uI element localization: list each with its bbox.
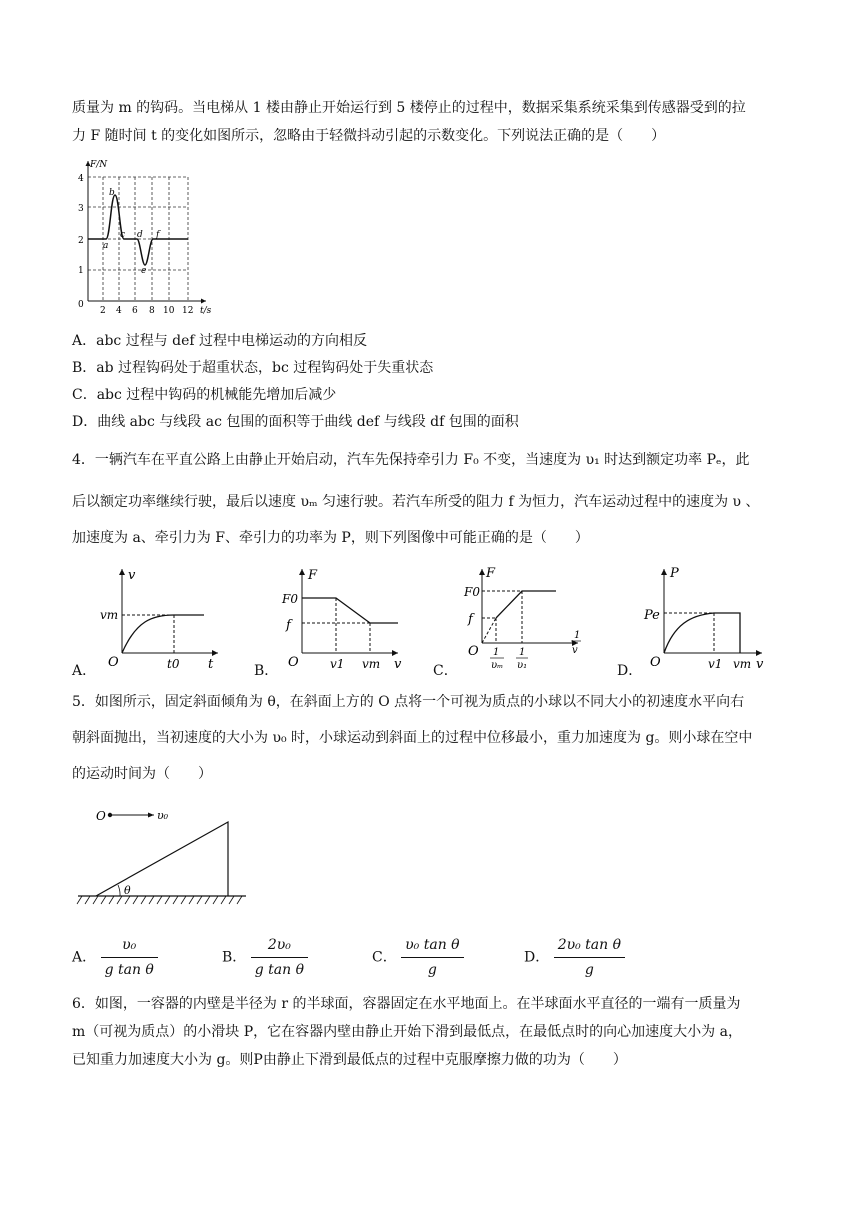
q4b-f0: F0 [282,592,298,606]
q4b-ylabel: F [308,568,318,583]
q3-ytick: 2 [78,236,84,246]
q4d-origin: O [650,655,661,670]
q3-option-a: A．abc 过程与 def 过程中电梯运动的方向相反 [72,333,368,349]
q3-xtick: 10 [163,306,175,316]
q4c-tick2-num: 1 [519,647,526,658]
q4b-f: f [286,618,291,633]
q5-option-b [222,935,308,980]
q3-option-b: B．ab 过程钩码处于超重状态，bc 过程钩码处于失重状态 [72,360,434,376]
q4d-xlabel: v [756,657,764,672]
q5-option-c [372,935,464,980]
q4-option-c-label: C． [433,663,458,679]
q5-line2: 朝斜面抛出，当初速度的大小为 υ₀ 时，小球运动到斜面上的过程中位移最小，重力加速度为 g。则小球在空中 [72,730,753,746]
q5-option-c-den: g [427,962,437,978]
q3-line1: 质量为 m 的钩码。当电梯从 1 楼由静止开始运行到 5 楼停止的过程中，数据采集系统采集到传感器受到的拉 [72,100,746,116]
q6-line1: 6．如图，一容器的内壁是半径为 r 的半球面，容器固定在水平地面上。在半球面水平直径的一端有一质量为 [72,996,741,1012]
q4d-pe: Pe [644,608,660,623]
q4-option-a-label: A． [72,663,97,679]
q5-option-d [524,935,625,980]
q4a-ylabel: v [128,568,136,583]
q5-option-a-den: g tan θ [104,962,154,978]
q4a-xlabel: t [208,657,214,672]
q3-point-b: b [109,188,115,198]
q4b-xlabel: v [394,657,402,672]
q3-force-time-graph [66,155,236,317]
q5-option-b-den: g tan θ [254,962,305,978]
q4c-xlabel-num: 1 [574,630,581,641]
q4c-tick1-den: υₘ [491,660,504,671]
q4c-f: f [468,612,473,627]
q4-line3: 加速度为 a、牵引力为 F、牵引力的功率为 P，则下列图像中可能正确的是（ ） [72,530,589,546]
q4a-t0: t0 [167,657,180,671]
q5-option-d-num: 2υ₀ tan θ [554,935,625,958]
q4a-vm: vm [100,608,119,622]
q5-option-a-num: υ₀ [101,935,158,958]
q4-option-b-label: B． [254,663,279,679]
q3-ytick: 4 [78,174,84,184]
q4d-ylabel: P [670,566,679,581]
q5-option-c-label: C． [372,949,397,966]
q3-point-c: c [120,230,126,240]
q4d-vm: vm [733,657,752,671]
q3-ytick: 3 [78,204,84,214]
q4b-origin: O [288,655,299,670]
q4c-xlabel-den: v [572,645,578,656]
q3-point-f: f [156,230,160,240]
q3-point-d: d [137,230,143,240]
q5-option-d-label: D． [524,949,550,966]
q5-v0: υ₀ [157,809,169,822]
q5-option-a [72,935,158,980]
q5-incline-figure [74,798,254,910]
q5-option-c-num: υ₀ tan θ [401,935,463,958]
q5-line3: 的运动时间为（ ） [72,766,212,782]
q4c-tick2-den: υ₁ [517,660,528,671]
q3-point-a: a [103,241,109,251]
q3-option-d: D．曲线 abc 与线段 ac 包围的面积等于曲线 def 与线段 df 包围的面积 [72,414,519,430]
q3-xtick: 8 [149,306,155,316]
q5-option-b-num: 2υ₀ [251,935,308,958]
q3-point-e: e [141,266,147,276]
q4c-origin: O [468,644,479,659]
q3-ylabel: F/N [90,160,108,170]
q4c-ylabel: F [486,566,496,581]
q3-xtick: 6 [132,306,138,316]
q4-graph-a [96,563,226,675]
q3-ytick: 0 [78,300,84,310]
q5-option-a-label: A． [72,949,97,966]
q4-line2: 后以额定功率继续行驶，最后以速度 υₘ 匀速行驶。若汽车所受的阻力 f 为恒力，汽车运动过程中的速度为 υ 、 [72,494,760,510]
q6-line3: 已知重力加速度大小为 g。则P由静止下滑到最低点的过程中克服摩擦力做的功为（ ） [72,1052,627,1068]
q3-line2: 力 F 随时间 t 的变化如图所示，忽略由于轻微抖动引起的示数变化。下列说法正确的是（ ） [72,128,666,144]
q4-line1: 4．一辆汽车在平直公路上由静止开始启动，汽车先保持牵引力 F₀ 不变，当速度为 υ₁ 时达到额定功率 Pₑ，此 [72,452,750,468]
q3-xtick: 2 [100,306,106,316]
q5-option-d-den: g [584,962,594,978]
q4c-f0: F0 [464,585,480,599]
q4-graph-d [640,563,770,675]
q4-option-d-label: D． [617,663,643,679]
q3-xtick: 12 [182,306,194,316]
q4a-origin: O [108,655,119,670]
q4c-tick1-num: 1 [493,647,500,658]
q6-line2: m（可视为质点）的小滑块 P，它在容器内壁由静止开始下滑到最低点，在最低点时的向心加速度大小为 a， [72,1024,742,1040]
q4-graph-b [278,563,408,675]
q4-graph-c [458,563,588,675]
q5-line1: 5．如图所示，固定斜面倾角为 θ，在斜面上方的 O 点将一个可视为质点的小球以不同大小的初速度水平向右 [72,694,745,710]
q3-ytick: 1 [78,266,84,276]
q3-xtick: 4 [116,306,122,316]
q3-xlabel: t/s [200,306,212,316]
q3-option-c: C．abc 过程中钩码的机械能先增加后减少 [72,387,337,403]
q5-theta: θ [124,884,131,897]
q5-point-o: O [96,809,106,823]
q4b-vm: vm [362,657,381,671]
q4d-v1: v1 [708,657,723,671]
q5-option-b-label: B． [222,949,247,966]
q4b-v1: v1 [330,657,345,671]
